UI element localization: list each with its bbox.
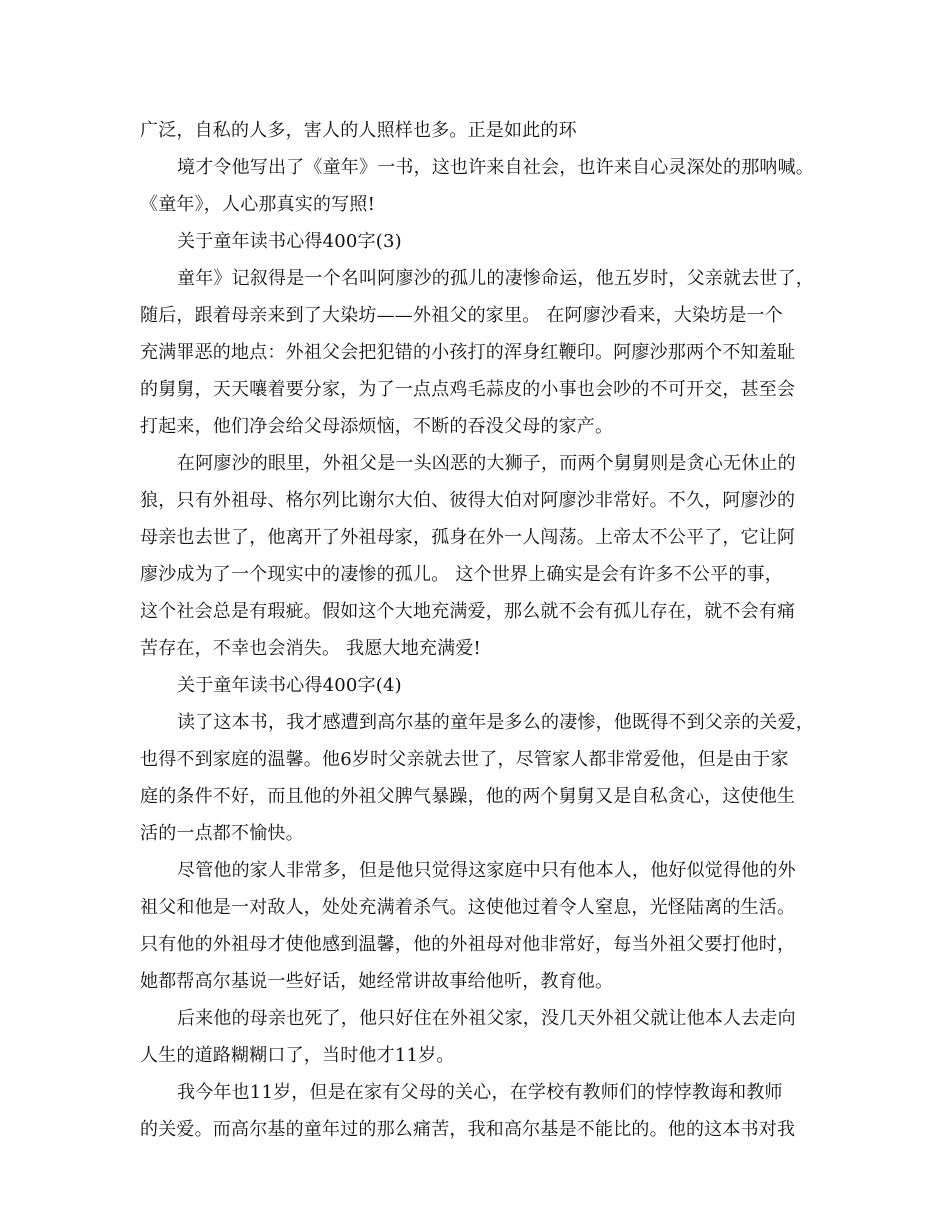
text-line: 随后，跟着母亲来到了大染坊——外祖父的家里。 在阿廖沙看来，大染坊是一个 [140, 305, 783, 326]
text-line: 境才令他写出了《童年》一书，这也许来自社会，也许来自心灵深处的那呐喊。 [177, 157, 814, 178]
text-line: 童年》记叙得是一个名叫阿廖沙的孤儿的凄惨命运，他五岁时，父亲就去世了， [177, 268, 814, 289]
document-body [140, 112, 830, 1148]
text-line: 广泛，自私的人多，害人的人照样也多。正是如此的环 [140, 120, 577, 141]
section-heading: 关于童年读书心得400字(4) [177, 675, 402, 696]
text-line: 人生的道路糊糊口了，当时他才11岁。 [140, 1045, 455, 1066]
text-line: 她都帮高尔基说一些好话，她经常讲故事给他听，教育他。 [140, 971, 614, 992]
text-line: 的舅舅，天天嚷着要分家，为了一点点鸡毛蒜皮的小事也会吵的不可开交，甚至会 [140, 379, 796, 400]
text-line: 充满罪恶的地点：外祖父会把犯错的小孩打的浑身红鞭印。阿廖沙那两个不知羞耻 [140, 342, 796, 363]
text-line: 母亲也去世了，他离开了外祖母家，孤身在外一人闯荡。上帝太不公平了，它让阿 [140, 527, 796, 548]
text-line: 打起来，他们净会给父母添烦恼，不断的吞没父母的家产。 [140, 416, 614, 437]
text-line: 狼，只有外祖母、格尔列比谢尔大伯、彼得大伯对阿廖沙非常好。不久，阿廖沙的 [140, 490, 796, 511]
text-line: 读了这本书，我才感遭到高尔基的童年是多么的凄惨，他既得不到父亲的关爱， [177, 712, 814, 733]
text-line: 活的一点都不愉快。 [140, 823, 304, 844]
text-line: 苦存在，不幸也会消失。 我愿大地充满爱! [140, 638, 481, 659]
text-line: 庭的条件不好，而且他的外祖父脾气暴躁，他的两个舅舅又是自私贪心，这使他生 [140, 786, 796, 807]
text-line: 我今年也11岁，但是在家有父母的关心，在学校有教师们的悖悖教诲和教师 [177, 1082, 783, 1103]
text-line: 只有他的外祖母才使他感到温馨，他的外祖母对他非常好，每当外祖父要打他时， [140, 934, 796, 955]
text-line: 这个社会总是有瑕疵。假如这个大地充满爱，那么就不会有孤儿存在，就不会有痛 [140, 601, 796, 622]
text-line: 祖父和他是一对敌人，处处充满着杀气。这使他过着令人窒息，光怪陆离的生活。 [140, 897, 796, 918]
text-line: 的关爱。而高尔基的童年过的那么痛苦，我和高尔基是不能比的。他的这本书对我 [140, 1119, 796, 1140]
text-line: 廖沙成为了一个现实中的凄惨的孤儿。 这个世界上确实是会有许多不公平的事， [140, 564, 783, 585]
section-heading: 关于童年读书心得400字(3) [177, 231, 402, 252]
text-line: 在阿廖沙的眼里，外祖父是一头凶恶的大狮子，而两个舅舅则是贪心无休止的 [177, 453, 796, 474]
text-line: 后来他的母亲也死了，他只好住在外祖父家，没几天外祖父就让他本人去走向 [177, 1008, 796, 1029]
text-line: 也得不到家庭的温馨。他6岁时父亲就去世了，尽管家人都非常爱他，但是由于家 [140, 749, 789, 770]
text-line: 《童年》，人心那真实的写照! [140, 194, 376, 215]
text-line: 尽管他的家人非常多，但是他只觉得这家庭中只有他本人，他好似觉得他的外 [177, 860, 796, 881]
